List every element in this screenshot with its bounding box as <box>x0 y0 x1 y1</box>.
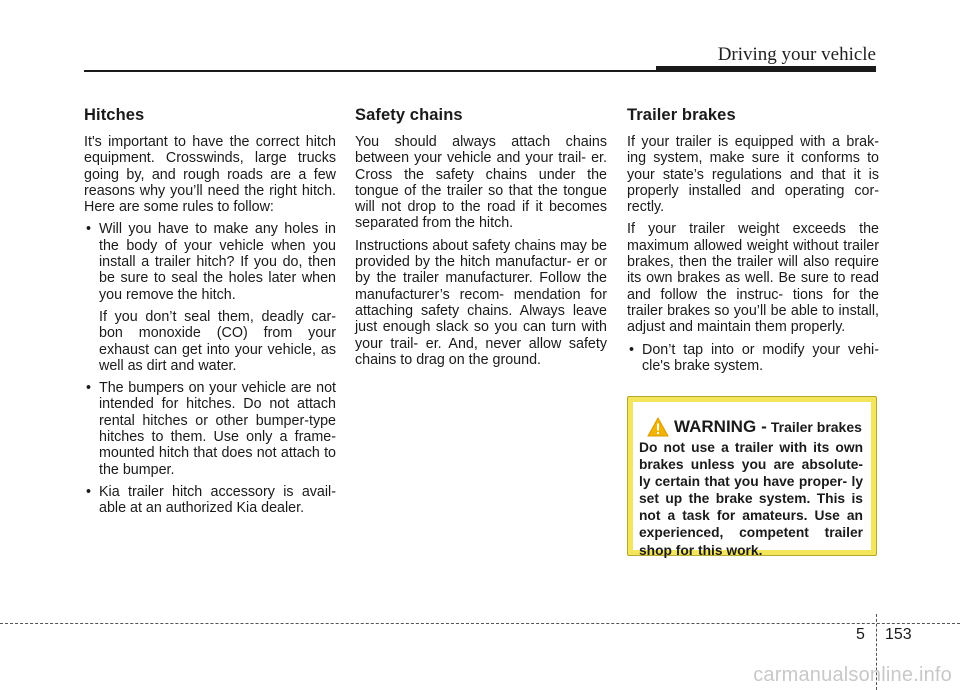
warning-label: WARNING <box>674 417 757 436</box>
warning-box <box>627 396 877 556</box>
warning-content <box>633 402 871 558</box>
warning-topic: Trailer brakes <box>770 419 862 435</box>
trailer-brakes-section <box>627 106 879 380</box>
list-item <box>84 221 336 374</box>
safety-chains-section <box>355 106 607 374</box>
trailer-brakes-heading: Trailer brakes <box>627 106 736 124</box>
chapter-number: 5 <box>856 626 865 643</box>
safety-chains-paragraph: Instructions about safety chains may be provided by the hitch manufactur- er or by the trailer manufacturer. Follow the manufacturer’s recom- mendation for attaching safety chains. Always leave just enough slack so you can turn with your trail- er. And, never allow safety chains to drag on the ground. <box>355 237 607 368</box>
page-header-title: Driving your vehicle <box>717 44 876 65</box>
trailer-brakes-list <box>627 342 879 375</box>
list-item-text: Don’t tap into or modify your vehi- cle's brake system. <box>642 341 879 374</box>
list-item-text: Kia trailer hitch accessory is avail- able at an authorized Kia dealer. <box>99 483 336 517</box>
trailer-brakes-paragraph: If your trailer weight exceeds the maximum allowed weight without trailer brakes, then the trailer will also require its own brakes as well. Be sure to read and follow the instruc- tions for the trailer brakes so you’ll be able to install, adjust and maintain them properly. <box>627 221 879 336</box>
trailer-brakes-paragraph: If your trailer is equipped with a brak- ing system, make sure it conforms to your state’s regulations and that it is properly installed and operating cor- rectly. <box>627 134 879 216</box>
list-item <box>627 342 879 375</box>
footer-rule <box>0 623 960 624</box>
list-item <box>84 484 336 517</box>
warning-triangle-icon <box>647 417 669 437</box>
watermark: carmanualsonline.info <box>753 664 952 686</box>
list-item <box>84 380 336 478</box>
hitches-list <box>84 221 336 516</box>
list-item-subtext: If you don’t seal them, deadly car- bon monoxide (CO) from your exhaust can get into your vehicle, as well as dirt and water. <box>99 308 336 374</box>
warning-header <box>647 416 862 438</box>
hitches-section <box>84 106 336 523</box>
safety-chains-heading: Safety chains <box>355 106 463 124</box>
hitches-intro: It's important to have the correct hitch equipment. Crosswinds, large trucks going by, and rough roads are a few reasons why you’ll need the right hitch. Here are some rules to follow: <box>84 134 336 216</box>
list-item-text: The bumpers on your vehicle are not intended for hitches. Do not attach rental hitches or other bumper-type hitches to them. Use only a frame-mounted hitch that does not attach to the bumper. <box>99 380 336 478</box>
header-rule-accent <box>656 66 876 72</box>
warning-separator: - <box>761 417 767 436</box>
list-item-text: Will you have to make any holes in the body of your vehicle when you install a trailer hitch? If you do, then be sure to seal the holes later when you remove the hitch. <box>99 221 336 303</box>
warning-body: Do not use a trailer with its own brakes unless you are absolute- ly certain that you have proper- ly set up the brake system. This is not a task for amateurs. Use an experienced, competent trailer shop for this work. <box>639 440 863 558</box>
page-number: 153 <box>885 626 912 643</box>
safety-chains-paragraph: You should always attach chains between your vehicle and your trail- er. Cross the safety chains under the tongue of the trailer so that the tongue will not drop to the road if it becomes separated from the hitch. <box>355 134 607 232</box>
hitches-heading: Hitches <box>84 106 145 124</box>
